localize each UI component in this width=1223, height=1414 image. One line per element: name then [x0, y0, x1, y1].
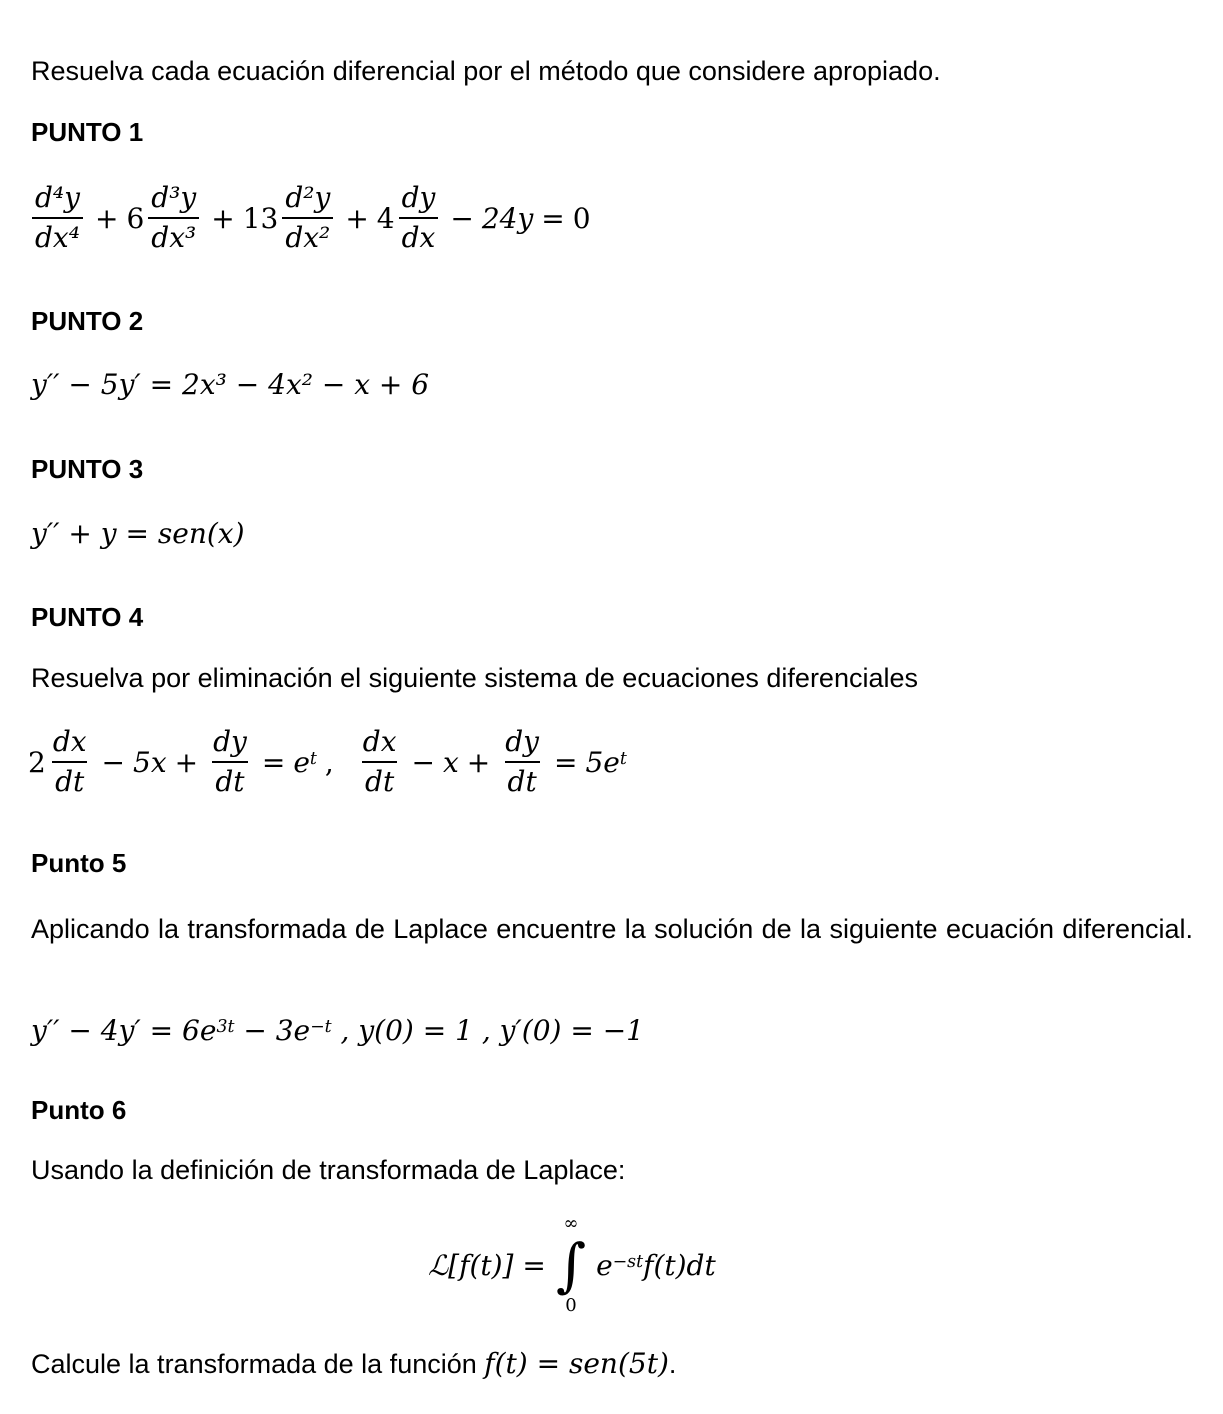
coefficient: 2 — [28, 745, 46, 779]
laplace-lhs: ℒ[f(t)] = — [428, 1248, 546, 1282]
numerator: dy — [213, 725, 247, 758]
statement-text: Aplicando la transformada de Laplace encuentre la solución de la siguiente ecuación diferencial. — [31, 914, 1193, 944]
denominator: dx⁴ — [32, 217, 83, 255]
punto-2-heading: PUNTO 2 — [31, 306, 144, 336]
punto-1-equation: $\frac{\text{d⁴y}}{\text{dx⁴}}$ + 6 $\frac{\text{d³y}}{\text{dx³}}$ + 13 $\frac{\text{d²y}}{\text{dx²}}$ + 4 $\frac{dy}{dx}$ − 24y = 0 — [28, 178, 591, 258]
numerator: d²y — [285, 181, 331, 214]
numerator: dy — [401, 181, 436, 214]
intro-text: Resuelva cada ecuación diferencial por el método que considere apropiado. — [31, 56, 941, 86]
numerator: dx — [52, 725, 87, 758]
rhs: e — [293, 745, 310, 779]
question-text: Calcule la transformada de la función — [31, 1349, 485, 1379]
numerator: dx — [362, 725, 397, 758]
denominator: dt — [52, 761, 87, 799]
rhs: 5e — [585, 745, 620, 779]
punto-4-statement: Resuelva por eliminación el siguiente sistema de ecuaciones diferenciales — [31, 663, 918, 693]
integrand-rest: f(t)dt — [643, 1248, 716, 1282]
punto-5-equation: y′′ − 4y′ = 6e $^{3t}$ − 3e $^{-t}$ , y(0) = 1 , y′(0) = −1 — [31, 1013, 644, 1047]
punto-2-equation: y′′ − 5y′ = 2x³ − 4x² − x + 6 — [31, 367, 430, 401]
lower-limit: 0 — [565, 1295, 577, 1316]
fraction-d2y-dx2 — [282, 181, 333, 255]
punto-4-system: 2 $\frac{dx}{dt}$ − 5x + $\frac{dy}{dt}$ = e $^t$ , $\frac{dx}{dt}$ − x + $\frac{dy}{dt}$ = 5e $^t$ — [28, 725, 627, 798]
coefficient: 4 — [376, 201, 395, 235]
fraction-dy-dt-2 — [502, 725, 542, 799]
denominator: dx — [399, 217, 439, 255]
question-end: . — [668, 1349, 677, 1379]
punto-3-heading: PUNTO 3 — [31, 454, 144, 484]
initial-conditions: , y(0) = 1 , y′(0) = −1 — [331, 1013, 644, 1047]
denominator: dx³ — [148, 217, 199, 255]
integral-sign: ∞ ∫ 0 — [555, 1213, 587, 1316]
numerator: d³y — [151, 181, 197, 214]
fraction-dx-dt-2 — [360, 725, 400, 799]
punto-6-statement: Usando la definición de transformada de Laplace: — [31, 1155, 626, 1185]
fraction-dy-dt — [210, 725, 250, 799]
fraction-d3y-dx3 — [148, 181, 199, 255]
punto-6-question — [31, 1347, 676, 1381]
punto-5-heading: Punto 5 — [31, 848, 127, 878]
punto-3-equation: y′′ + y = sen(x) — [31, 516, 245, 550]
equation-lhs: y′′ − 4y′ = 6e — [31, 1013, 217, 1047]
laplace-definition: ℒ[f(t)] = ∞ ∫ 0 e $^{-st}$ f(t)dt — [428, 1213, 716, 1316]
denominator: dt — [212, 761, 247, 799]
rhs: 0 — [572, 201, 591, 235]
fraction-dx-dt — [50, 725, 90, 799]
denominator: dx² — [282, 217, 333, 255]
equation-mid: − 3e — [234, 1013, 311, 1047]
coefficient: 13 — [242, 201, 279, 235]
denominator: dt — [505, 761, 540, 799]
term: 24y — [481, 201, 534, 235]
punto-1-heading: PUNTO 1 — [31, 117, 144, 147]
denominator: dt — [362, 761, 397, 799]
upper-limit: ∞ — [563, 1213, 579, 1234]
term: 5x — [133, 745, 167, 779]
term: x — [442, 745, 459, 779]
coefficient: 6 — [126, 201, 145, 235]
punto-6-heading: Punto 6 — [31, 1095, 127, 1125]
question-math: f(t) = sen(5t) — [484, 1347, 669, 1380]
fraction-dy-dx — [399, 181, 439, 255]
numerator: dy — [505, 725, 539, 758]
punto-4-heading: PUNTO 4 — [31, 602, 144, 632]
integrand-exp: e — [596, 1248, 613, 1282]
punto-5-statement — [31, 908, 1193, 950]
numerator: d⁴y — [35, 181, 80, 214]
fraction-d4y-dx4 — [32, 181, 83, 255]
